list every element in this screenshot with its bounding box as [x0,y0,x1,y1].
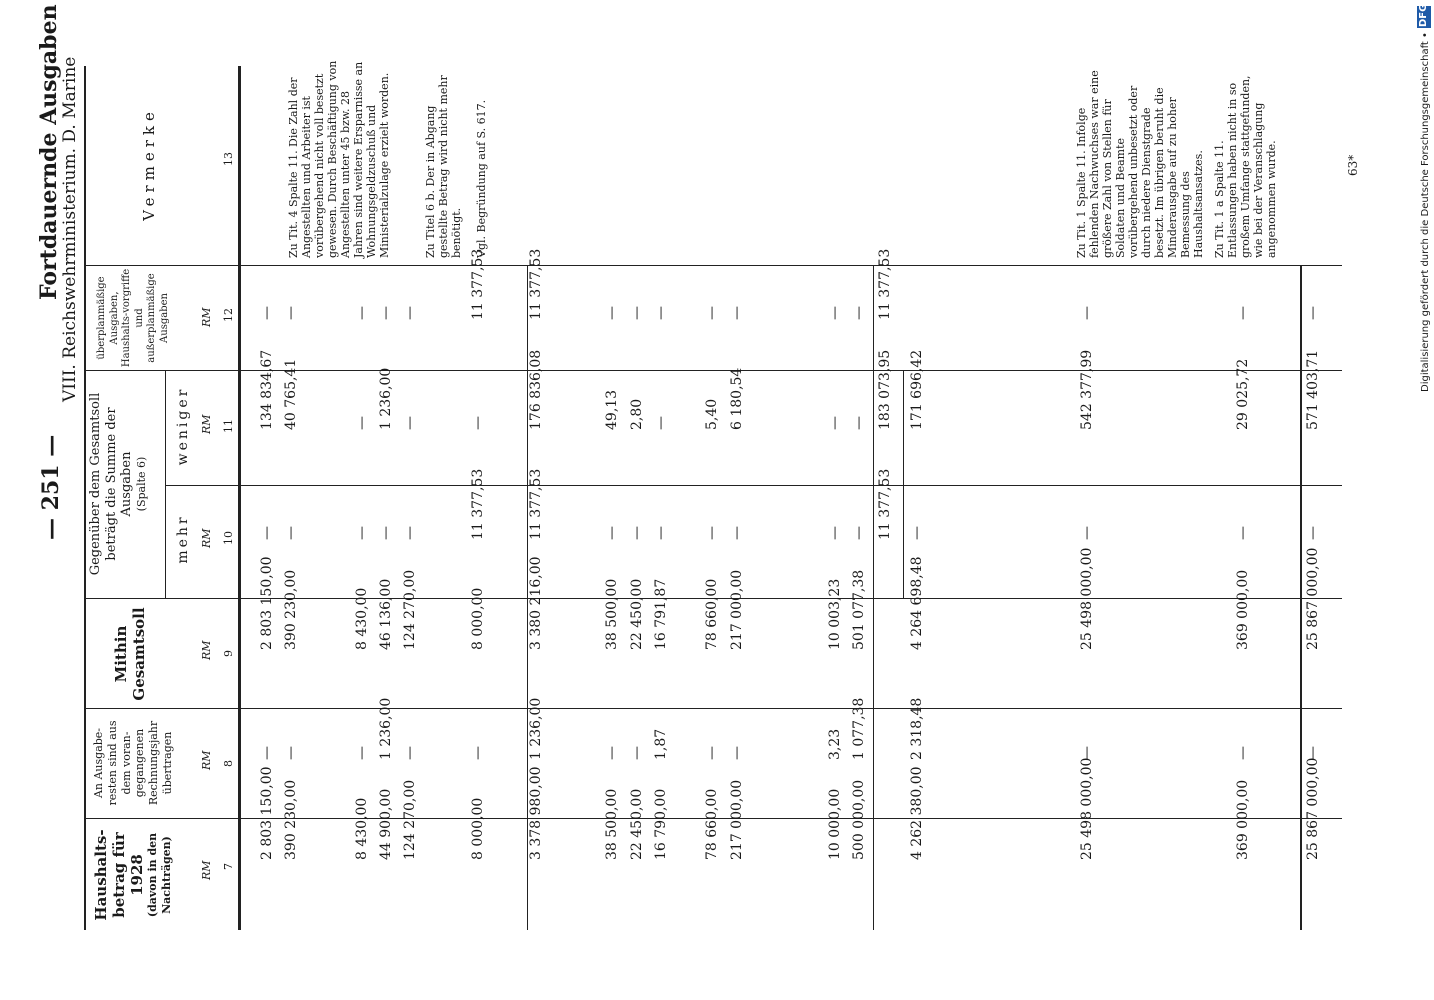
table-cell-c8: — [704,746,720,760]
unit-col7: RM [200,860,213,880]
total_b-cell-c7: 25 498 000,00 [1079,757,1095,860]
table-cell-c11: 2,80 [629,398,645,430]
total_b-cell-c10: — [1079,526,1095,540]
table-cell-c10: — [283,526,299,540]
table-cell-c9: 16 791,87 [653,578,669,650]
page-number: — 251 — [38,434,64,540]
table-cell-c10: — [604,526,620,540]
table-cell-c8: — [604,746,620,760]
table-cell-c7: 22 450,00 [629,788,645,860]
total-rule [1300,265,1302,930]
table-cell-c12: — [827,306,843,320]
remark-tit1a: Zu Tit. 1 a Spalte 11. Entlassungen haben nicht in so großem Umfange stattgefunden, wie bei der Veranschlagung angenommen wurde. [1213,75,1278,258]
table-cell-c8: 1,87 [653,728,669,760]
table-cell-c9: 22 450,00 [629,578,645,650]
table-cell-c12: — [354,306,370,320]
total_c-cell-c11: 29 025,72 [1235,358,1251,430]
table-cell-c12: — [729,306,745,320]
table-cell-c12: — [604,306,620,320]
table-cell-c7: 8 430,00 [354,797,370,860]
digitization-credit: Digitalisierung gefördert durch die Deutsche Forschungsgemeinschaft • [1420,32,1431,392]
table-cell-c11: 40 765,41 [283,358,299,430]
subtotal-cell-c12: 11 377,53 [877,248,893,320]
table-cell-c8: — [283,746,299,760]
unit-col8: RM [200,750,213,770]
table-cell-c8: — [259,746,275,760]
table-cell-c7: 2 803 150,00 [259,766,275,860]
table-cell-c12: — [402,306,418,320]
colno-12: 12 [222,308,235,322]
table-cell-c9: 3 380 216,00 [528,556,544,650]
total_d-cell-c10: — [1305,526,1321,540]
table-cell-c11: 134 834,67 [259,349,275,430]
colno-8: 8 [222,760,235,767]
total_a-cell-c9: 4 264 698,48 [909,556,925,650]
table-cell-c12: — [851,306,867,320]
colno-11: 11 [222,419,235,433]
table-cell-c11: — [653,416,669,430]
table-cell-c9: 10 003,23 [827,578,843,650]
total_c-cell-c10: — [1235,526,1251,540]
table-cell-c10: 11 377,53 [528,468,544,540]
header-col10: mehr [175,514,191,564]
table-cell-c9: 38 500,00 [604,578,620,650]
colno-9: 9 [222,650,235,657]
table-cell-c12: — [283,306,299,320]
table-cell-c8: 3,23 [827,728,843,760]
total_d-cell-c9: 25 867 000,00 [1305,547,1321,650]
table-cell-c12: — [704,306,720,320]
total_c-cell-c8: — [1235,746,1251,760]
total_c-cell-c12: — [1235,306,1251,320]
total_d-cell-c12: — [1305,306,1321,320]
table-cell-c7: 124 270,00 [402,779,418,860]
remark-begruendung: Vgl. Begründung auf S. 617. [475,99,488,258]
table-cell-c11: — [827,416,843,430]
unit-col10: RM [200,528,213,548]
table-cell-c7: 44 900,00 [378,788,394,860]
table-cell-c7: 38 500,00 [604,788,620,860]
table-cell-c8: — [629,746,645,760]
table-cell-c11: 176 836,08 [528,349,544,430]
header-body-rule [238,66,241,930]
total_d-cell-c7: 25 867 000,00 [1305,757,1321,860]
table-cell-c9: 217 000,00 [729,569,745,650]
table-cell-c9: 390 230,00 [283,569,299,650]
table-top-rule [84,66,86,930]
table-cell-c8: 1 236,00 [378,697,394,760]
table-cell-c11: 6 180,54 [729,367,745,430]
table-cell-c8: 1 236,00 [528,697,544,760]
table-cell-c11: 1 236,00 [378,367,394,430]
total_b-cell-c12: — [1079,306,1095,320]
total_a-cell-c10: — [909,526,925,540]
col-divider-9-8 [84,708,1342,709]
table-cell-c10: — [378,526,394,540]
table-cell-c11: — [354,416,370,430]
total_a-cell-c7: 4 262 380,00 [909,766,925,860]
table-cell-c8: 1 077,38 [851,697,867,760]
table-cell-c7: 3 378 980,00 [528,766,544,860]
table-cell-c7: 10 000,00 [827,788,843,860]
total_b-cell-c9: 25 498 000,00 [1079,547,1095,650]
table-cell-c9: 78 660,00 [704,578,720,650]
table-cell-c11: 49,13 [604,389,620,430]
table-cell-c9: 501 077,38 [851,569,867,650]
subtotal-rule-2 [873,265,874,930]
subtotal-cell-c11: 183 073,95 [877,349,893,430]
table-cell-c11: — [851,416,867,430]
table-cell-c10: — [402,526,418,540]
table-cell-c7: 78 660,00 [704,788,720,860]
table-cell-c10: — [354,526,370,540]
unit-col11: RM [200,414,213,434]
table-cell-c7: 390 230,00 [283,779,299,860]
table-cell-c10: — [629,526,645,540]
table-cell-c9: 124 270,00 [402,569,418,650]
table-cell-c12: 11 377,53 [470,248,486,320]
table-cell-c12: — [653,306,669,320]
table-cell-c8: — [729,746,745,760]
header-col9: Mithin Gesamtsoll [112,607,148,701]
table-cell-c9: 8 430,00 [354,587,370,650]
total_d-cell-c11: 571 403,71 [1305,349,1321,430]
header-col11: weniger [175,386,191,466]
table-cell-c10: — [653,526,669,540]
colno-13: 13 [222,152,235,166]
col-divider-11-10 [165,485,1342,486]
table-cell-c10: — [827,526,843,540]
colno-7: 7 [222,863,235,870]
table-cell-c12: — [629,306,645,320]
remark-tit4: Zu Tit. 4 Spalte 11. Die Zahl der Angestellten und Arbeiter ist vorübergehend nicht voll besetzt gewesen. Durch Beschäftigung von Angestellten unter 45 bzw. 28 Jahren sind weitere Ersparnisse an Wohnungsgeldzuschuß und Ministerialzulage erzielt worden. [287,60,391,258]
table-cell-c12: — [378,306,394,320]
table-cell-c7: 500 000,00 [851,779,867,860]
table-cell-c12: 11 377,53 [528,248,544,320]
table-cell-c11: — [402,416,418,430]
unit-col12: RM [200,307,213,327]
total_a-cell-c8: 2 318,48 [909,697,925,760]
table-cell-c9: 2 803 150,00 [259,556,275,650]
remark-tit6b: Zu Titel 6 b. Der in Abgang gestellte Betrag wird nicht mehr benötigt. [424,75,463,258]
remark-tit1: Zu Tit. 1 Spalte 11. Infolge fehlenden Nachwuchses war eine größere Zahl von Stellen für Soldaten und Beamte vorübergehend unbesetzt oder durch niedere Dienstgrade besetzt. Im übrigen beruht die Minderausgabe auf zu hoher Bemessung des Haushaltsansatzes. [1075,70,1205,258]
colno-10: 10 [222,531,235,545]
table-cell-c10: — [704,526,720,540]
table-cell-c9: 8 000,00 [470,587,486,650]
header-col8: An Ausgabe-resten sind aus dem voran-gegangenen Rechnungsjahr übertragen [92,720,174,806]
table-cell-c10: — [259,526,275,540]
table-cell-c10: 11 377,53 [470,468,486,540]
header-group: Gegenüber dem Gesamtsoll beträgt die Summe der Ausgaben (Spalte 6) [88,392,148,576]
table-cell-c11: 5,40 [704,398,720,430]
subtotal-rule-3 [903,370,904,598]
subtotal-cell-c10: 11 377,53 [877,468,893,540]
table-cell-c7: 217 000,00 [729,779,745,860]
header-col12: überplanmäßige Ausgaben, Haushalts-vorgriffe und außerplanmäßige Ausgaben [96,268,170,368]
table-cell-c12: — [259,306,275,320]
table-cell-c8: — [470,746,486,760]
total_a-cell-c11: 171 696,42 [909,349,925,430]
section-title: Fortdauernde Ausgaben [36,4,62,300]
table-cell-c7: 8 000,00 [470,797,486,860]
table-cell-c7: 16 790,00 [653,788,669,860]
ministry-title: VIII. Reichswehrministerium. D. Marine [60,56,80,402]
table-cell-c10: — [851,526,867,540]
table-cell-c8: — [354,746,370,760]
col-divider-13-12 [84,265,1342,266]
dfg-logo: DFG [1418,3,1429,27]
table-cell-c11: — [470,416,486,430]
table-cell-c10: — [729,526,745,540]
page-footer: 63* [1346,154,1360,176]
header-col7: Haushalts-betrag für 1928 (davon in den Nachträgen) [92,829,173,921]
group-sub-rule [165,370,166,598]
table-cell-c8: — [402,746,418,760]
total_b-cell-c8: — [1079,746,1095,760]
header-col13: Vermerke [140,107,158,221]
unit-col9: RM [200,640,213,660]
total_b-cell-c11: 542 377,99 [1079,349,1095,430]
total_c-cell-c9: 369 000,00 [1235,569,1251,650]
table-cell-c9: 46 136,00 [378,578,394,650]
total_d-cell-c8: — [1305,746,1321,760]
total_c-cell-c7: 369 000,00 [1235,779,1251,860]
